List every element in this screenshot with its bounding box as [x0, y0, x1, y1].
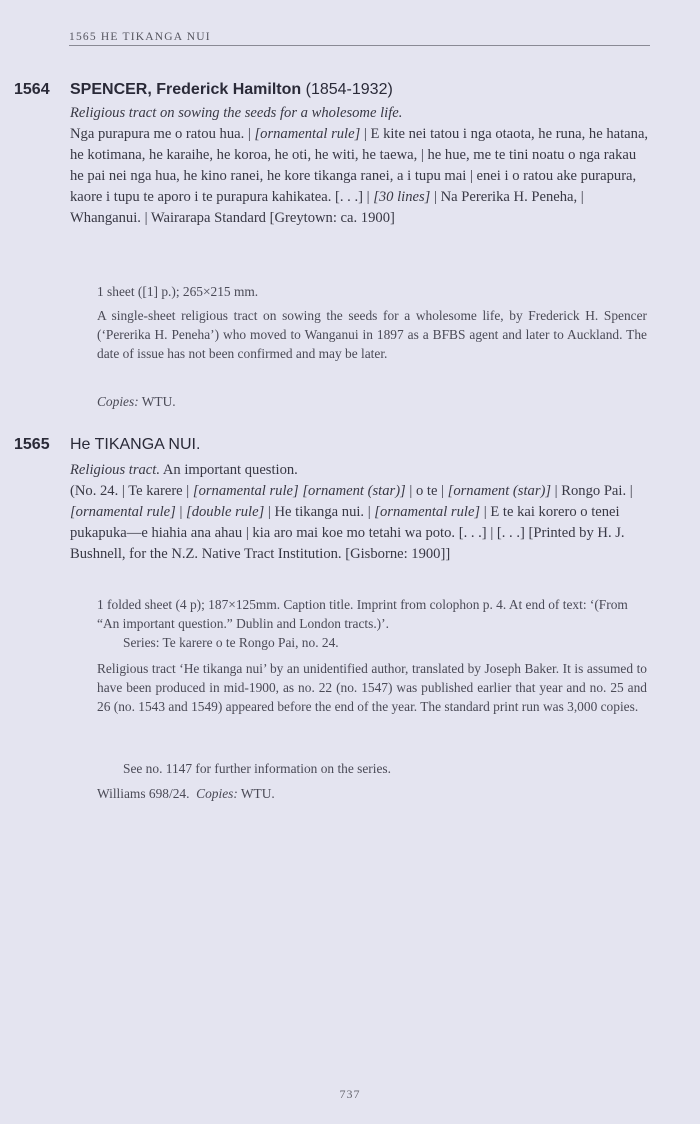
entry-1564-description: [70, 103, 650, 229]
tract-subtitle: Religious tract on sowing the seeds for a wholesome life.: [70, 105, 403, 121]
author-name: SPENCER, Frederick Hamilton: [70, 81, 302, 98]
author-dates: (1854-1932): [305, 81, 393, 98]
copies-line: Copies: WTU.: [97, 394, 176, 409]
format-line: 1 sheet ([1] p.); 265×215 mm.: [97, 284, 259, 299]
page-number: 737: [339, 1087, 361, 1101]
see-also-line: See no. 1147 for further information on the series.: [123, 761, 391, 776]
entry-heading: He TIKANGA NUI.: [70, 436, 201, 453]
entry-1565-description: [70, 460, 650, 565]
running-head: 1565 HE TIKANGA NUI: [69, 31, 211, 43]
series-line: Series: Te karere o te Rongo Pai, no. 24.: [123, 635, 339, 650]
entry-heading: [70, 81, 393, 99]
tract-subtitle: Religious tract. An important question.: [70, 462, 298, 478]
reference-line: Williams 698/24. Copies: WTU.: [97, 786, 275, 801]
transcription: (No. 24. | Te karere | [ornamental rule] [ornament (star)] | o te | [ornament (star)] | Rongo Pai. | [ornamental rule] | [double rule] | He tikanga nui. | [ornamental rule] | E te kai korero o tenei pukapuka—e hiahia ana ahau | kia aro mai koe mo tetahi wa poto. [. . .] | [. . .] [Printed by H. J. Bushnell, for the N.Z. Native Tract Institution. [Gisborne: 1900]]: [70, 483, 633, 562]
entry-note: Religious tract ‘He tikanga nui’ by an unidentified author, translated by Joseph Baker. It is assumed to have been produced in mid-1900, as no. 22 (no. 1547) was published earlier that year and no. 25 and 26 (no. 1543 and 1549) appeared before the end of the year. The standard print run was 3,000 copies.: [97, 661, 647, 714]
transcription: Nga purapura me o ratou hua. | [ornamental rule] | E kite nei tatou i nga otaota, he runa, he hatana, he kotimana, he karaihe, he koroa, he oti, he witi, he taewa, | he hue, me te tini noatu o nga rakau he pai nei nga hua, he kino ranei, he kore tikanga ranei, a i tupu mai | enei i o ratou ake purapura, kaore i tupu te aporo i te purapura kahikatea. [. . .] | [30 lines] | Na Pererika H. Peneha, | Whanganui. | Wairarapa Standard [Greytown: ca. 1900]: [70, 126, 649, 226]
header-rule: [69, 45, 650, 46]
entry-number: 1564: [14, 81, 50, 98]
format-line: 1 folded sheet (4 p); 187×125mm. Caption title. Imprint from colophon p. 4. At end of text: ‘(From “An important question.” Dublin and London tracts.)’.: [97, 597, 628, 631]
entry-number: 1565: [14, 436, 50, 453]
entry-note: A single-sheet religious tract on sowing the seeds for a wholesome life, by Frederick H. Spencer (‘Pererika H. Peneha’) who moved to Wanganui in 1897 as a BFBS agent and later to Auckland. The date of issue has not been confirmed and may be later.: [97, 308, 647, 361]
